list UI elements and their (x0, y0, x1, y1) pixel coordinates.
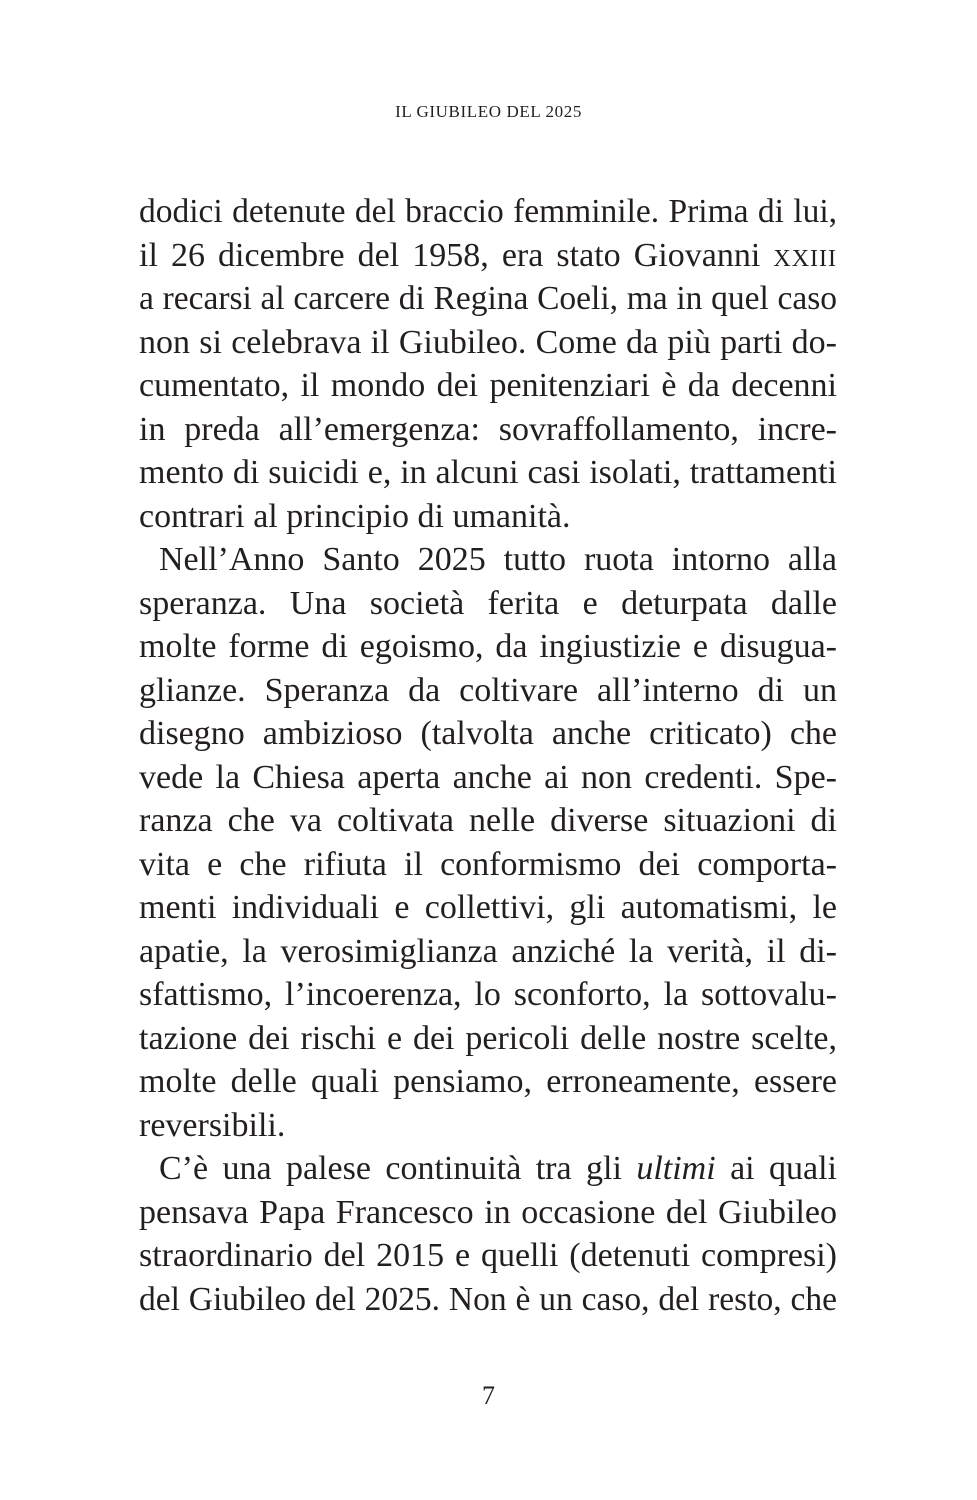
text-line: Nell’Anno Santo 2025 tutto ruota intorno alla (159, 541, 837, 578)
text-line: vita e che rifiuta il conformismo dei comporta- (139, 845, 837, 883)
paragraph-2 (139, 538, 837, 1147)
text-line (139, 234, 837, 278)
text-line: contrari al principio di umanità. (139, 497, 571, 535)
text-segment: ai quali (715, 1150, 837, 1187)
body-text (139, 190, 837, 1321)
text-line: a recarsi al carcere di Regina Coeli, ma in quel caso (139, 280, 837, 317)
text-line: cumentato, il mondo dei penitenziari è da decenni (139, 367, 837, 404)
text-line: dodici detenute del braccio femminile. Prima di lui, (139, 193, 837, 230)
italic-word: ultimi (636, 1150, 716, 1187)
text-segment: il 26 dicembre del 1958, era stato Giovanni (139, 236, 774, 274)
text-line (139, 1147, 837, 1191)
page-number: 7 (482, 1381, 495, 1410)
text-line: non si celebrava il Giubileo. Come da più parti do- (139, 323, 837, 361)
text-line: in preda all’emergenza: sovraffollamento, incre- (139, 410, 837, 448)
text-line: speranza. Una società ferita e deturpata dalle (139, 584, 837, 622)
text-line: mento di suicidi e, in alcuni casi isolati, trattamenti (139, 454, 837, 491)
running-head: IL GIUBILEO DEL 2025 (395, 102, 582, 121)
text-line: disegno ambizioso (talvolta anche criticato) che (139, 715, 837, 752)
text-line: molte forme di egoismo, da ingiustizie e disugua- (139, 628, 837, 665)
text-line: menti individuali e collettivi, gli automatismi, le (139, 889, 837, 926)
text-line: apatie, la verosimiglianza anziché la verità, il di- (139, 932, 837, 970)
text-line: tazione dei rischi e dei pericoli delle nostre scelte, (139, 1019, 837, 1057)
text-line: vede la Chiesa aperta anche ai non credenti. Spe- (139, 758, 837, 796)
text-line: del Giubileo del 2025. Non è un caso, del resto, che (139, 1280, 837, 1318)
text-line: straordinario del 2015 e quelli (detenuti compresi) (139, 1237, 837, 1274)
text-line: reversibili. (139, 1106, 286, 1144)
text-line: ranza che va coltivata nelle diverse situazioni di (139, 802, 837, 839)
paragraph-1 (139, 190, 837, 538)
text-line: molte delle quali pensiamo, erroneamente, essere (139, 1063, 837, 1100)
text-line: glianze. Speranza da coltivare all’interno di un (139, 671, 837, 709)
paragraph-3 (139, 1147, 837, 1321)
text-line: pensava Papa Francesco in occasione del Giubileo (139, 1193, 837, 1231)
text-line: sfattismo, l’incoerenza, lo sconforto, la sottovalu- (139, 976, 837, 1013)
text-segment: C’è una palese continuità tra gli (159, 1150, 637, 1187)
roman-numeral: xxiii (773, 236, 837, 274)
